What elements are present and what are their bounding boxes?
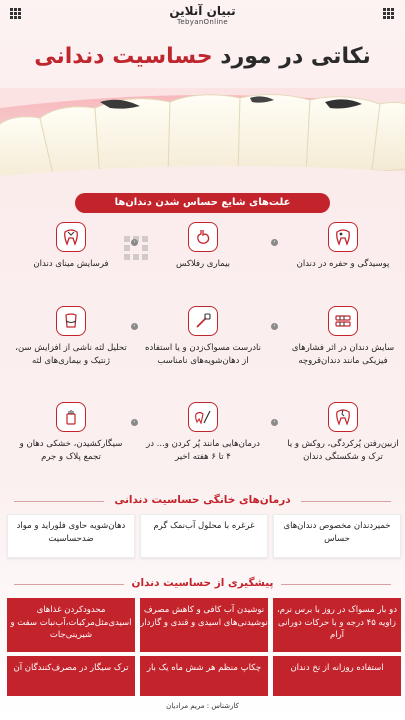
separator-dot: › <box>271 419 278 426</box>
cause-text: پوسیدگی و حفره در دندان <box>296 259 390 269</box>
cause-item <box>144 402 262 464</box>
cause-text: سیگارکشیدن، خشکی دهان و تجمع پلاک و جرم <box>19 439 123 462</box>
cause-text: تحلیل لثه ناشی از افزایش سن، ژنتیک و بیماری‌های لثه <box>15 343 127 366</box>
stomach-icon <box>188 222 218 252</box>
prevention-item: محدودکردن غذاهای اسیدی‌مثل‌مرکبات،آب‌نبات سفت و شیرینی‌جات <box>7 598 135 652</box>
separator-dot: › <box>131 239 138 246</box>
cause-text: سایش دندان در اثر فشارهای فیزیکی مانند دندان‌قروچه <box>291 343 395 366</box>
separator-dot: › <box>271 323 278 330</box>
page-title <box>0 44 405 69</box>
cause-text: ازبین‌رفتن پُرکردگی، روکش و یا ترک و شکستگی دندان <box>287 439 399 462</box>
cause-item <box>284 222 402 271</box>
home-remedy-item: دهان‌شویه حاوی فلوراید و مواد ضدحساسیت <box>7 514 135 558</box>
toothbrush-icon <box>188 306 218 336</box>
prevention-item: دو بار مسواک در روز با برس نرم، زاویه ۴۵ درجه و با حرکات دورانی آرام <box>273 598 401 652</box>
brand-name-en: TebyanOnline <box>177 18 228 26</box>
cause-text: بیماری رفلاکس <box>175 259 231 269</box>
causes-header: علت‌های شایع حساس شدن دندان‌ها <box>75 193 330 213</box>
separator-dot: › <box>131 419 138 426</box>
cigarette-icon <box>56 402 86 432</box>
gum-recession-icon <box>56 306 86 336</box>
title-part2: حساسیت دندانی <box>34 44 213 69</box>
decayed-tooth-icon <box>328 222 358 252</box>
cause-text: درمان‌هایی مانند پُر کردن و... در ۴ تا ۶ هفته اخیر <box>146 439 260 462</box>
cause-item <box>144 222 262 271</box>
separator-dot: › <box>271 239 278 246</box>
brand-name-fa: تبیان آنلاین <box>169 4 236 18</box>
home-remedy-item: خمیردندان مخصوص دندان‌های حساس <box>273 514 401 558</box>
prevention-item: چکاپ منظم هر شش ماه یک بار <box>140 656 268 696</box>
prevention-item: نوشیدن آب کافی و کاهش مصرف نوشیدنی‌های اسیدی و قندی و گازدار <box>140 598 268 652</box>
title-part1: نکاتی در مورد <box>220 44 371 69</box>
cause-item <box>284 402 402 464</box>
prevention-header: پیشگیری از حساسیت دندان <box>131 577 274 589</box>
cause-item <box>12 402 130 464</box>
credit-text: کارشناس : مریم مرادیان <box>166 702 239 710</box>
cause-item <box>284 306 402 368</box>
prevention-item: ترک سیگار در مصرف‌کنندگان آن <box>7 656 135 696</box>
cause-item <box>12 222 130 271</box>
home-remedies-header: درمان‌های خانگی حساسیت دندانی <box>114 494 291 506</box>
dental-treatment-icon <box>188 402 218 432</box>
cause-item <box>144 306 262 368</box>
broken-filling-icon <box>328 402 358 432</box>
grinding-teeth-icon <box>328 306 358 336</box>
cause-text: فرسایش مینای دندان <box>33 259 109 269</box>
cause-text: نادرست مسواک‌زدن و یا استفاده از دهان‌شویه‌های نامناسب <box>145 343 261 366</box>
separator-dot: › <box>131 323 138 330</box>
eroded-tooth-icon <box>56 222 86 252</box>
prevention-item: استفاده روزانه از نخ دندان <box>273 656 401 696</box>
teeth-illustration <box>0 88 405 196</box>
home-remedy-item: غرغره با محلول آب‌نمک گرم <box>140 514 268 558</box>
cause-item <box>12 306 130 368</box>
brand-logo <box>0 4 405 26</box>
